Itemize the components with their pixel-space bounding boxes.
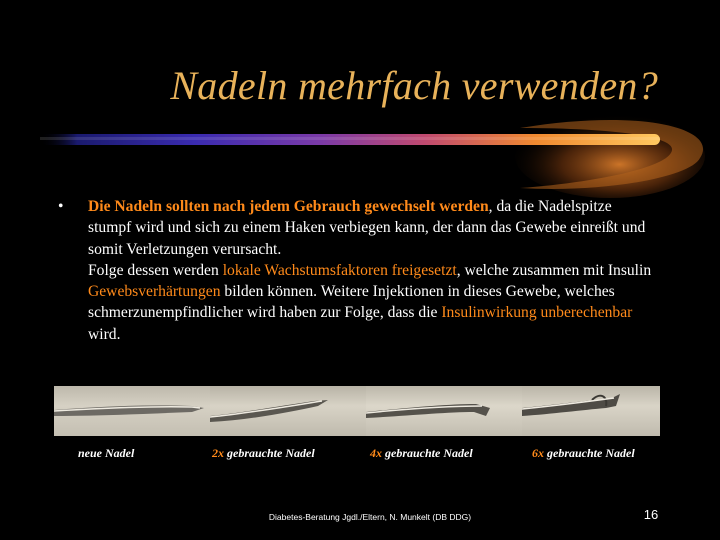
highlight-term: lokale Wachstumsfaktoren freigesetzt — [222, 261, 457, 279]
needle-image-4x — [366, 386, 523, 436]
highlight-strong: Die Nadeln sollten nach jedem Gebrauch gewechselt werden — [88, 198, 489, 215]
page-number: 16 — [643, 507, 659, 522]
bullet-marker: • — [58, 198, 64, 215]
highlight-term: Gewebsverhärtungen — [88, 283, 221, 301]
slide-footer: Diabetes-Beratung Jgdl./Eltern, N. Munkelt (DB DDG) — [268, 512, 472, 522]
text-segment: , da die Nadelspitze stumpf wird und sich zu einem Haken verbiegen kann, der dann das Gewebe einreißt und somit Verletzungen verursacht. — [88, 198, 646, 258]
caption-4x: 4x gebrauchte Nadel — [370, 446, 473, 460]
needle-image-2x — [210, 386, 367, 436]
text-segment: bilden können. Weitere Injektionen in dieses Gewebe, welches schmerzunempfindlicher wird haben zur Folge, dass die — [88, 283, 615, 322]
bullet-item — [58, 196, 658, 345]
needle-image-new — [54, 386, 211, 436]
highlight-term: Insulinwirkung unberechenbar — [441, 304, 633, 322]
text-segment: , welche zusammen mit Insulin — [456, 261, 652, 279]
caption-2x: 2x gebrauchte Nadel — [212, 446, 315, 460]
needle-image-6x — [522, 386, 660, 436]
needle-photo-strip — [54, 386, 660, 436]
slide-title: Nadeln mehrfach verwenden? — [170, 63, 658, 108]
caption-new: neue Nadel — [78, 446, 135, 460]
caption-6x: 6x gebrauchte Nadel — [532, 446, 635, 460]
text-segment: Folge dessen werden — [88, 261, 223, 279]
text-segment: wird. — [88, 325, 121, 343]
bullet-text — [88, 196, 658, 345]
